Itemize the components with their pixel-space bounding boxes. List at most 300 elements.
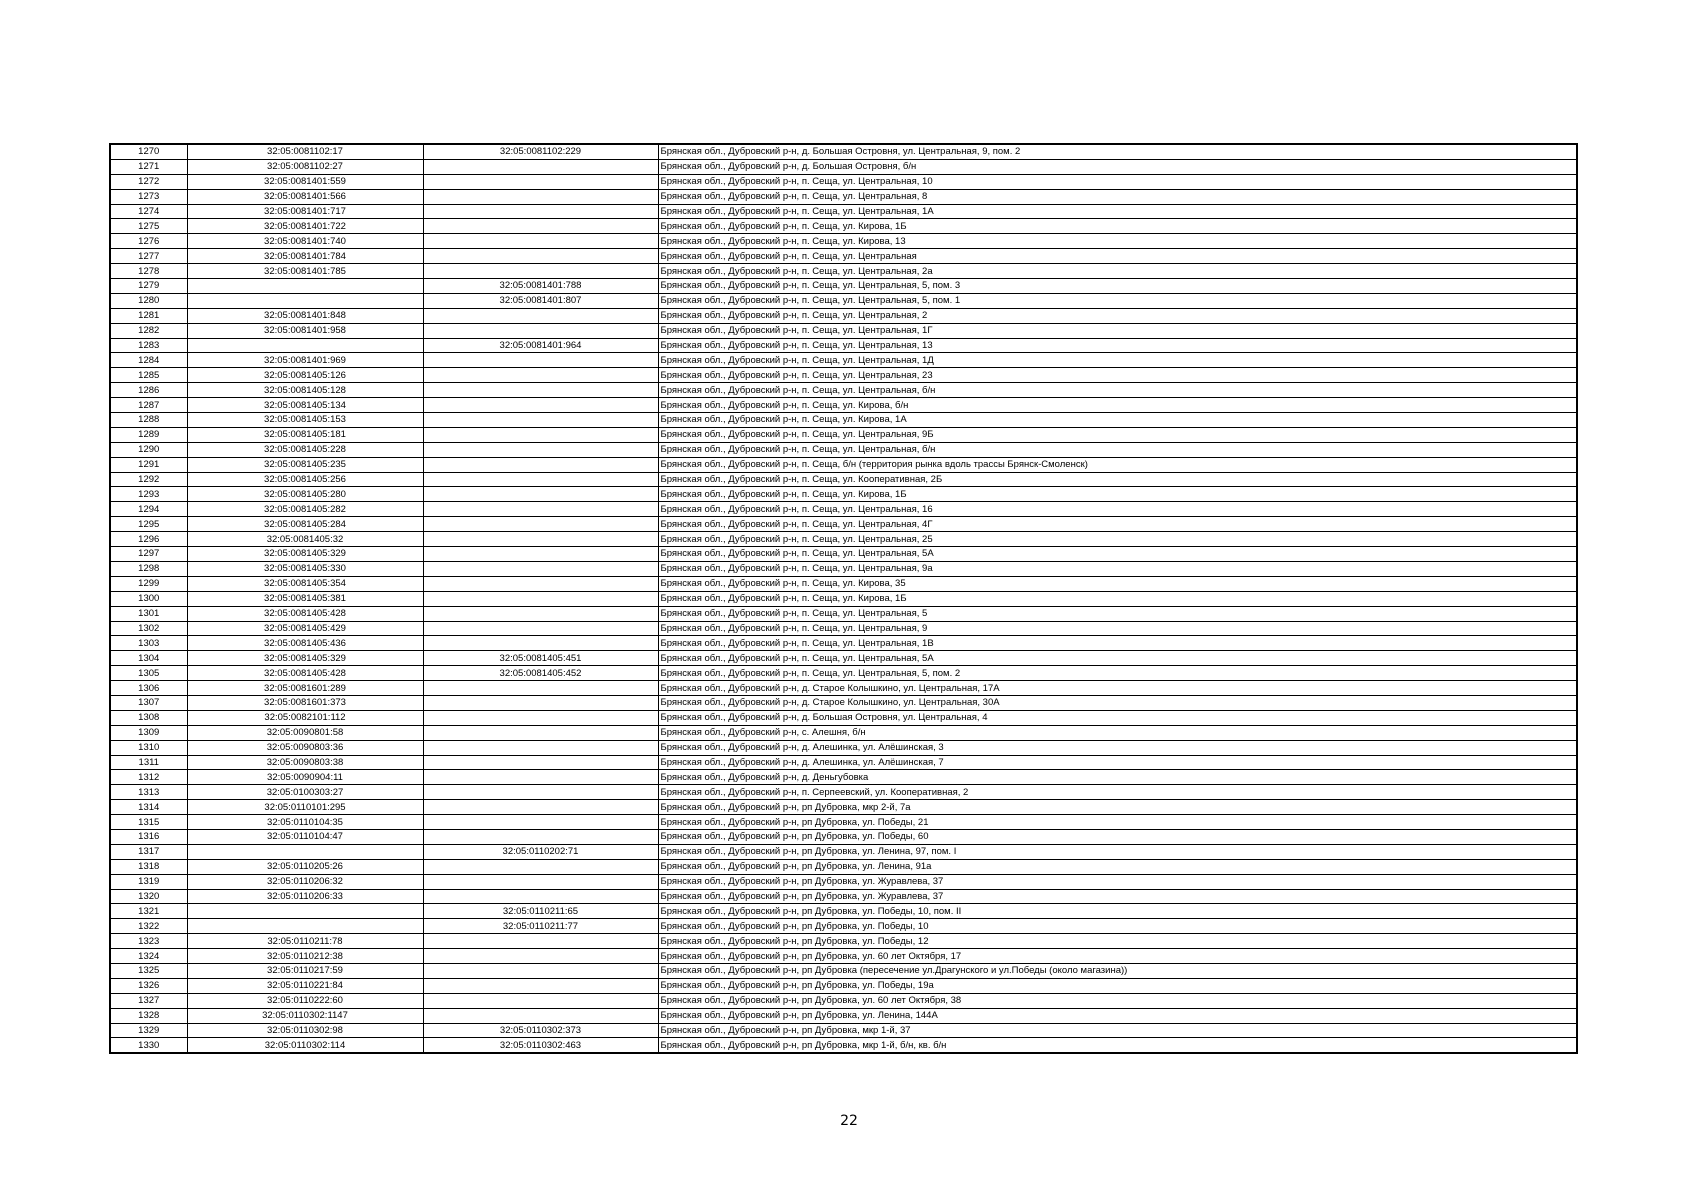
address-cell: Брянская обл., Дубровский р-н, п. Сеща, ул. Центральная, 9Б: [658, 427, 1577, 442]
row-number-cell: 1304: [110, 651, 187, 666]
table-row: [110, 353, 1577, 368]
objects-table: [109, 143, 1578, 1054]
premises-number-cell: [423, 815, 658, 830]
row-number-cell: 1302: [110, 621, 187, 636]
row-number-cell: 1293: [110, 487, 187, 502]
address-cell: Брянская обл., Дубровский р-н, рп Дубровка, ул. Победы, 60: [658, 829, 1577, 844]
row-number-cell: 1292: [110, 472, 187, 487]
premises-number-cell: 32:05:0110202:71: [423, 844, 658, 859]
row-number-cell: 1323: [110, 934, 187, 949]
premises-number-cell: [423, 1008, 658, 1023]
premises-number-cell: 32:05:0110302:373: [423, 1023, 658, 1038]
premises-number-cell: [423, 219, 658, 234]
cadastral-number-cell: [187, 338, 423, 353]
table-row: [110, 323, 1577, 338]
address-cell: Брянская обл., Дубровский р-н, рп Дубровка, ул. Ленина, 144А: [658, 1008, 1577, 1023]
premises-number-cell: [423, 681, 658, 696]
table-row: [110, 204, 1577, 219]
table-row: [110, 249, 1577, 264]
cadastral-number-cell: 32:05:0110101:295: [187, 800, 423, 815]
cadastral-number-cell: 32:05:0110302:1147: [187, 1008, 423, 1023]
row-number-cell: 1314: [110, 800, 187, 815]
address-cell: Брянская обл., Дубровский р-н, п. Сеща, ул. Кирова, 35: [658, 576, 1577, 591]
premises-number-cell: [423, 427, 658, 442]
premises-number-cell: [423, 413, 658, 428]
table-row: [110, 398, 1577, 413]
address-cell: Брянская обл., Дубровский р-н, рп Дубровка, ул. Победы, 12: [658, 934, 1577, 949]
address-cell: Брянская обл., Дубровский р-н, п. Сеща, ул. Центральная, 4Г: [658, 517, 1577, 532]
cadastral-number-cell: 32:05:0081405:329: [187, 651, 423, 666]
table-row: [110, 934, 1577, 949]
table-row: [110, 681, 1577, 696]
cadastral-number-cell: 32:05:0090803:38: [187, 755, 423, 770]
premises-number-cell: 32:05:0081401:964: [423, 338, 658, 353]
premises-number-cell: [423, 874, 658, 889]
table-row: [110, 487, 1577, 502]
table-row: [110, 740, 1577, 755]
row-number-cell: 1330: [110, 1038, 187, 1053]
cadastral-number-cell: 32:05:0110211:78: [187, 934, 423, 949]
row-number-cell: 1289: [110, 427, 187, 442]
cadastral-number-cell: 32:05:0081405:428: [187, 606, 423, 621]
table-row: [110, 1008, 1577, 1023]
table-row: [110, 785, 1577, 800]
address-cell: Брянская обл., Дубровский р-н, д. Большая Островня, ул. Центральная, 4: [658, 710, 1577, 725]
address-cell: Брянская обл., Дубровский р-н, п. Сеща, б/н (территория рынка вдоль трассы Брянск-Смоленск): [658, 457, 1577, 472]
address-cell: Брянская обл., Дубровский р-н, рп Дубровка (пересечение ул.Драгунского и ул.Победы (около магазина)): [658, 963, 1577, 978]
premises-number-cell: [423, 487, 658, 502]
premises-number-cell: [423, 606, 658, 621]
row-number-cell: 1294: [110, 502, 187, 517]
cadastral-number-cell: [187, 279, 423, 294]
row-number-cell: 1274: [110, 204, 187, 219]
premises-number-cell: [423, 785, 658, 800]
table-row: [110, 978, 1577, 993]
row-number-cell: 1320: [110, 889, 187, 904]
cadastral-number-cell: 32:05:0110206:32: [187, 874, 423, 889]
row-number-cell: 1309: [110, 725, 187, 740]
table-row: [110, 174, 1577, 189]
address-cell: Брянская обл., Дубровский р-н, п. Сеща, ул. Кирова, 1Б: [658, 219, 1577, 234]
premises-number-cell: 32:05:0081401:788: [423, 279, 658, 294]
table-row: [110, 695, 1577, 710]
table-row: [110, 502, 1577, 517]
premises-number-cell: [423, 710, 658, 725]
premises-number-cell: [423, 829, 658, 844]
table-row: [110, 442, 1577, 457]
premises-number-cell: [423, 457, 658, 472]
cadastral-number-cell: 32:05:0081405:381: [187, 591, 423, 606]
cadastral-number-cell: 32:05:0081405:436: [187, 636, 423, 651]
row-number-cell: 1275: [110, 219, 187, 234]
cadastral-number-cell: 32:05:0110222:60: [187, 993, 423, 1008]
cadastral-number-cell: 32:05:0110104:47: [187, 829, 423, 844]
cadastral-number-cell: 32:05:0110104:35: [187, 815, 423, 830]
premises-number-cell: [423, 442, 658, 457]
table-row: [110, 1023, 1577, 1038]
premises-number-cell: [423, 770, 658, 785]
table-body: [110, 144, 1577, 1053]
premises-number-cell: [423, 591, 658, 606]
address-cell: Брянская обл., Дубровский р-н, п. Сеща, ул. Центральная, 5: [658, 606, 1577, 621]
table-row: [110, 904, 1577, 919]
table-row: [110, 219, 1577, 234]
row-number-cell: 1270: [110, 144, 187, 159]
premises-number-cell: [423, 234, 658, 249]
row-number-cell: 1283: [110, 338, 187, 353]
table-row: [110, 159, 1577, 174]
address-cell: Брянская обл., Дубровский р-н, д. Алешинка, ул. Алёшинская, 7: [658, 755, 1577, 770]
table-row: [110, 144, 1577, 159]
premises-number-cell: [423, 383, 658, 398]
row-number-cell: 1313: [110, 785, 187, 800]
address-cell: Брянская обл., Дубровский р-н, п. Сеща, ул. Центральная, 5А: [658, 651, 1577, 666]
cadastral-number-cell: 32:05:0081405:134: [187, 398, 423, 413]
address-cell: Брянская обл., Дубровский р-н, п. Сеща, ул. Центральная, 9: [658, 621, 1577, 636]
cadastral-number-cell: 32:05:0081405:126: [187, 368, 423, 383]
cadastral-number-cell: 32:05:0081405:329: [187, 547, 423, 562]
cadastral-number-cell: 32:05:0081401:740: [187, 234, 423, 249]
row-number-cell: 1301: [110, 606, 187, 621]
address-cell: Брянская обл., Дубровский р-н, п. Сеща, ул. Центральная, 5, пом. 3: [658, 279, 1577, 294]
row-number-cell: 1312: [110, 770, 187, 785]
premises-number-cell: 32:05:0081401:807: [423, 293, 658, 308]
row-number-cell: 1280: [110, 293, 187, 308]
row-number-cell: 1303: [110, 636, 187, 651]
row-number-cell: 1315: [110, 815, 187, 830]
address-cell: Брянская обл., Дубровский р-н, рп Дубровка, ул. 60 лет Октября, 38: [658, 993, 1577, 1008]
address-cell: Брянская обл., Дубровский р-н, п. Сеща, ул. Центральная, б/н: [658, 383, 1577, 398]
cadastral-number-cell: 32:05:0081401:559: [187, 174, 423, 189]
table-row: [110, 755, 1577, 770]
premises-number-cell: [423, 159, 658, 174]
address-cell: Брянская обл., Дубровский р-н, п. Сеща, ул. Центральная, 5, пом. 2: [658, 666, 1577, 681]
row-number-cell: 1328: [110, 1008, 187, 1023]
cadastral-number-cell: [187, 904, 423, 919]
address-cell: Брянская обл., Дубровский р-н, п. Сеща, ул. Центральная, 1А: [658, 204, 1577, 219]
premises-number-cell: [423, 755, 658, 770]
row-number-cell: 1279: [110, 279, 187, 294]
premises-number-cell: 32:05:0110211:65: [423, 904, 658, 919]
table-row: [110, 606, 1577, 621]
row-number-cell: 1288: [110, 413, 187, 428]
table-row: [110, 800, 1577, 815]
row-number-cell: 1281: [110, 308, 187, 323]
cadastral-number-cell: 32:05:0110221:84: [187, 978, 423, 993]
table-row: [110, 710, 1577, 725]
address-cell: Брянская обл., Дубровский р-н, д. Большая Островня, ул. Центральная, 9, пом. 2: [658, 144, 1577, 159]
premises-number-cell: [423, 740, 658, 755]
table-row: [110, 368, 1577, 383]
cadastral-number-cell: [187, 293, 423, 308]
table-row: [110, 189, 1577, 204]
cadastral-number-cell: 32:05:0081405:428: [187, 666, 423, 681]
address-cell: Брянская обл., Дубровский р-н, п. Сеща, ул. Центральная, 10: [658, 174, 1577, 189]
address-cell: Брянская обл., Дубровский р-н, п. Сеща, ул. Центральная, 9а: [658, 561, 1577, 576]
cadastral-number-cell: 32:05:0081401:958: [187, 323, 423, 338]
address-cell: Брянская обл., Дубровский р-н, п. Сеща, ул. Центральная, 8: [658, 189, 1577, 204]
table-row: [110, 636, 1577, 651]
cadastral-number-cell: 32:05:0081401:848: [187, 308, 423, 323]
row-number-cell: 1298: [110, 561, 187, 576]
row-number-cell: 1285: [110, 368, 187, 383]
table-row: [110, 547, 1577, 562]
address-cell: Брянская обл., Дубровский р-н, п. Сеща, ул. Центральная, 5, пом. 1: [658, 293, 1577, 308]
premises-number-cell: [423, 368, 658, 383]
row-number-cell: 1329: [110, 1023, 187, 1038]
row-number-cell: 1273: [110, 189, 187, 204]
cadastral-number-cell: 32:05:0110302:114: [187, 1038, 423, 1053]
premises-number-cell: [423, 934, 658, 949]
address-cell: Брянская обл., Дубровский р-н, п. Сеща, ул. Центральная, 2а: [658, 264, 1577, 279]
address-cell: Брянская обл., Дубровский р-н, д. Старое Колышкино, ул. Центральная, 17А: [658, 681, 1577, 696]
premises-number-cell: [423, 249, 658, 264]
cadastral-number-cell: [187, 844, 423, 859]
table-row: [110, 234, 1577, 249]
address-cell: Брянская обл., Дубровский р-н, рп Дубровка, ул. Журавлева, 37: [658, 889, 1577, 904]
address-cell: Брянская обл., Дубровский р-н, рп Дубровка, ул. Ленина, 91а: [658, 859, 1577, 874]
address-cell: Брянская обл., Дубровский р-н, п. Сеща, ул. Центральная, 1Г: [658, 323, 1577, 338]
page-number: 22: [840, 1113, 858, 1129]
address-cell: Брянская обл., Дубровский р-н, п. Сеща, ул. Центральная, 5А: [658, 547, 1577, 562]
premises-number-cell: [423, 264, 658, 279]
address-cell: Брянская обл., Дубровский р-н, п. Сеща, ул. Кирова, 1Б: [658, 487, 1577, 502]
cadastral-number-cell: 32:05:0081405:330: [187, 561, 423, 576]
address-cell: Брянская обл., Дубровский р-н, рп Дубровка, мкр 2-й, 7а: [658, 800, 1577, 815]
table-row: [110, 874, 1577, 889]
table-row: [110, 308, 1577, 323]
premises-number-cell: [423, 517, 658, 532]
premises-number-cell: [423, 398, 658, 413]
address-cell: Брянская обл., Дубровский р-н, д. Старое Колышкино, ул. Центральная, 30А: [658, 695, 1577, 710]
premises-number-cell: [423, 695, 658, 710]
row-number-cell: 1295: [110, 517, 187, 532]
premises-number-cell: [423, 636, 658, 651]
table-row: [110, 561, 1577, 576]
address-cell: Брянская обл., Дубровский р-н, п. Сеща, ул. Центральная, 2: [658, 308, 1577, 323]
premises-number-cell: [423, 532, 658, 547]
row-number-cell: 1311: [110, 755, 187, 770]
address-cell: Брянская обл., Дубровский р-н, п. Сеща, ул. Кооперативная, 2Б: [658, 472, 1577, 487]
cadastral-number-cell: 32:05:0081601:289: [187, 681, 423, 696]
premises-number-cell: [423, 308, 658, 323]
table-row: [110, 621, 1577, 636]
table-row: [110, 844, 1577, 859]
table-row: [110, 338, 1577, 353]
cadastral-number-cell: 32:05:0081405:32: [187, 532, 423, 547]
cadastral-number-cell: 32:05:0081405:354: [187, 576, 423, 591]
premises-number-cell: [423, 859, 658, 874]
row-number-cell: 1307: [110, 695, 187, 710]
cadastral-number-cell: 32:05:0110217:59: [187, 963, 423, 978]
cadastral-number-cell: [187, 919, 423, 934]
address-cell: Брянская обл., Дубровский р-н, рп Дубровка, ул. 60 лет Октября, 17: [658, 949, 1577, 964]
row-number-cell: 1277: [110, 249, 187, 264]
table-row: [110, 383, 1577, 398]
row-number-cell: 1322: [110, 919, 187, 934]
cadastral-number-cell: 32:05:0090801:58: [187, 725, 423, 740]
row-number-cell: 1299: [110, 576, 187, 591]
row-number-cell: 1272: [110, 174, 187, 189]
table-row: [110, 457, 1577, 472]
cadastral-number-cell: 32:05:0081401:722: [187, 219, 423, 234]
address-cell: Брянская обл., Дубровский р-н, п. Сеща, ул. Центральная, 25: [658, 532, 1577, 547]
premises-number-cell: [423, 189, 658, 204]
cadastral-number-cell: 32:05:0081401:566: [187, 189, 423, 204]
cadastral-number-cell: 32:05:0110206:33: [187, 889, 423, 904]
table-row: [110, 859, 1577, 874]
row-number-cell: 1297: [110, 547, 187, 562]
row-number-cell: 1276: [110, 234, 187, 249]
address-cell: Брянская обл., Дубровский р-н, п. Сеща, ул. Центральная, 1В: [658, 636, 1577, 651]
address-cell: Брянская обл., Дубровский р-н, рп Дубровка, ул. Победы, 21: [658, 815, 1577, 830]
row-number-cell: 1316: [110, 829, 187, 844]
cadastral-number-cell: 32:05:0110212:38: [187, 949, 423, 964]
premises-number-cell: [423, 725, 658, 740]
premises-number-cell: 32:05:0081405:451: [423, 651, 658, 666]
cadastral-number-cell: 32:05:0081102:17: [187, 144, 423, 159]
cadastral-number-cell: 32:05:0081405:280: [187, 487, 423, 502]
row-number-cell: 1286: [110, 383, 187, 398]
address-cell: Брянская обл., Дубровский р-н, рп Дубровка, мкр 1-й, 37: [658, 1023, 1577, 1038]
table-row: [110, 963, 1577, 978]
row-number-cell: 1321: [110, 904, 187, 919]
table-row: [110, 949, 1577, 964]
table-row: [110, 770, 1577, 785]
table-row: [110, 576, 1577, 591]
cadastral-number-cell: 32:05:0100303:27: [187, 785, 423, 800]
address-cell: Брянская обл., Дубровский р-н, п. Сеща, ул. Центральная, 16: [658, 502, 1577, 517]
cadastral-number-cell: 32:05:0081405:282: [187, 502, 423, 517]
table-row: [110, 829, 1577, 844]
row-number-cell: 1290: [110, 442, 187, 457]
address-cell: Брянская обл., Дубровский р-н, п. Сеща, ул. Кирова, 1Б: [658, 591, 1577, 606]
cadastral-number-cell: 32:05:0081405:181: [187, 427, 423, 442]
premises-number-cell: [423, 547, 658, 562]
row-number-cell: 1319: [110, 874, 187, 889]
table-row: [110, 264, 1577, 279]
address-cell: Брянская обл., Дубровский р-н, рп Дубровка, ул. Победы, 10, пом. II: [658, 904, 1577, 919]
cadastral-number-cell: 32:05:0090803:36: [187, 740, 423, 755]
address-cell: Брянская обл., Дубровский р-н, с. Алешня, б/н: [658, 725, 1577, 740]
cadastral-number-cell: 32:05:0081405:153: [187, 413, 423, 428]
address-cell: Брянская обл., Дубровский р-н, п. Сеща, ул. Центральная, 13: [658, 338, 1577, 353]
row-number-cell: 1287: [110, 398, 187, 413]
premises-number-cell: [423, 949, 658, 964]
cadastral-number-cell: 32:05:0081405:256: [187, 472, 423, 487]
table-row: [110, 725, 1577, 740]
row-number-cell: 1300: [110, 591, 187, 606]
table-row: [110, 815, 1577, 830]
table-row: [110, 591, 1577, 606]
address-cell: Брянская обл., Дубровский р-н, рп Дубровка, ул. Ленина, 97, пом. I: [658, 844, 1577, 859]
cadastral-number-cell: 32:05:0081405:128: [187, 383, 423, 398]
address-cell: Брянская обл., Дубровский р-н, д. Деньгубовка: [658, 770, 1577, 785]
cadastral-number-cell: 32:05:0081102:27: [187, 159, 423, 174]
table-row: [110, 993, 1577, 1008]
cadastral-number-cell: 32:05:0081401:785: [187, 264, 423, 279]
cadastral-number-cell: 32:05:0081405:284: [187, 517, 423, 532]
cadastral-number-cell: 32:05:0081405:235: [187, 457, 423, 472]
premises-number-cell: [423, 993, 658, 1008]
table-row: [110, 919, 1577, 934]
row-number-cell: 1282: [110, 323, 187, 338]
premises-number-cell: 32:05:0110302:463: [423, 1038, 658, 1053]
address-cell: Брянская обл., Дубровский р-н, п. Серпеевский, ул. Кооперативная, 2: [658, 785, 1577, 800]
address-cell: Брянская обл., Дубровский р-н, п. Сеща, ул. Центральная, б/н: [658, 442, 1577, 457]
premises-number-cell: [423, 978, 658, 993]
premises-number-cell: [423, 621, 658, 636]
row-number-cell: 1317: [110, 844, 187, 859]
row-number-cell: 1324: [110, 949, 187, 964]
cadastral-number-cell: 32:05:0081401:969: [187, 353, 423, 368]
table-row: [110, 532, 1577, 547]
address-cell: Брянская обл., Дубровский р-н, рп Дубровка, ул. Победы, 19а: [658, 978, 1577, 993]
premises-number-cell: [423, 889, 658, 904]
address-cell: Брянская обл., Дубровский р-н, рп Дубровка, мкр 1-й, б/н, кв. б/н: [658, 1038, 1577, 1053]
row-number-cell: 1305: [110, 666, 187, 681]
cadastral-number-cell: 32:05:0081405:429: [187, 621, 423, 636]
row-number-cell: 1306: [110, 681, 187, 696]
table-row: [110, 889, 1577, 904]
premises-number-cell: 32:05:0081102:229: [423, 144, 658, 159]
table-row: [110, 279, 1577, 294]
premises-number-cell: [423, 576, 658, 591]
premises-number-cell: [423, 963, 658, 978]
address-cell: Брянская обл., Дубровский р-н, п. Сеща, ул. Кирова, б/н: [658, 398, 1577, 413]
row-number-cell: 1318: [110, 859, 187, 874]
address-cell: Брянская обл., Дубровский р-н, д. Алешинка, ул. Алёшинская, 3: [658, 740, 1577, 755]
premises-number-cell: [423, 502, 658, 517]
row-number-cell: 1278: [110, 264, 187, 279]
address-cell: Брянская обл., Дубровский р-н, п. Сеща, ул. Кирова, 1А: [658, 413, 1577, 428]
premises-number-cell: [423, 472, 658, 487]
premises-number-cell: [423, 323, 658, 338]
premises-number-cell: [423, 204, 658, 219]
row-number-cell: 1310: [110, 740, 187, 755]
table-row: [110, 666, 1577, 681]
cadastral-number-cell: 32:05:0082101:112: [187, 710, 423, 725]
premises-number-cell: 32:05:0081405:452: [423, 666, 658, 681]
table-row: [110, 1038, 1577, 1053]
cadastral-number-cell: 32:05:0081401:717: [187, 204, 423, 219]
address-cell: Брянская обл., Дубровский р-н, п. Сеща, ул. Центральная, 23: [658, 368, 1577, 383]
row-number-cell: 1308: [110, 710, 187, 725]
cadastral-number-cell: 32:05:0081405:228: [187, 442, 423, 457]
row-number-cell: 1296: [110, 532, 187, 547]
premises-number-cell: [423, 561, 658, 576]
row-number-cell: 1326: [110, 978, 187, 993]
address-cell: Брянская обл., Дубровский р-н, п. Сеща, ул. Центральная: [658, 249, 1577, 264]
address-cell: Брянская обл., Дубровский р-н, д. Большая Островня, б/н: [658, 159, 1577, 174]
premises-number-cell: [423, 353, 658, 368]
premises-number-cell: [423, 800, 658, 815]
row-number-cell: 1291: [110, 457, 187, 472]
address-cell: Брянская обл., Дубровский р-н, рп Дубровка, ул. Победы, 10: [658, 919, 1577, 934]
cadastral-number-cell: 32:05:0081601:373: [187, 695, 423, 710]
row-number-cell: 1271: [110, 159, 187, 174]
table-row: [110, 427, 1577, 442]
cadastral-number-cell: 32:05:0081401:784: [187, 249, 423, 264]
cadastral-number-cell: 32:05:0090904:11: [187, 770, 423, 785]
address-cell: Брянская обл., Дубровский р-н, п. Сеща, ул. Кирова, 13: [658, 234, 1577, 249]
cadastral-number-cell: 32:05:0110302:98: [187, 1023, 423, 1038]
table-row: [110, 413, 1577, 428]
row-number-cell: 1327: [110, 993, 187, 1008]
address-cell: Брянская обл., Дубровский р-н, п. Сеща, ул. Центральная, 1Д: [658, 353, 1577, 368]
table-row: [110, 517, 1577, 532]
cadastral-number-cell: 32:05:0110205:26: [187, 859, 423, 874]
